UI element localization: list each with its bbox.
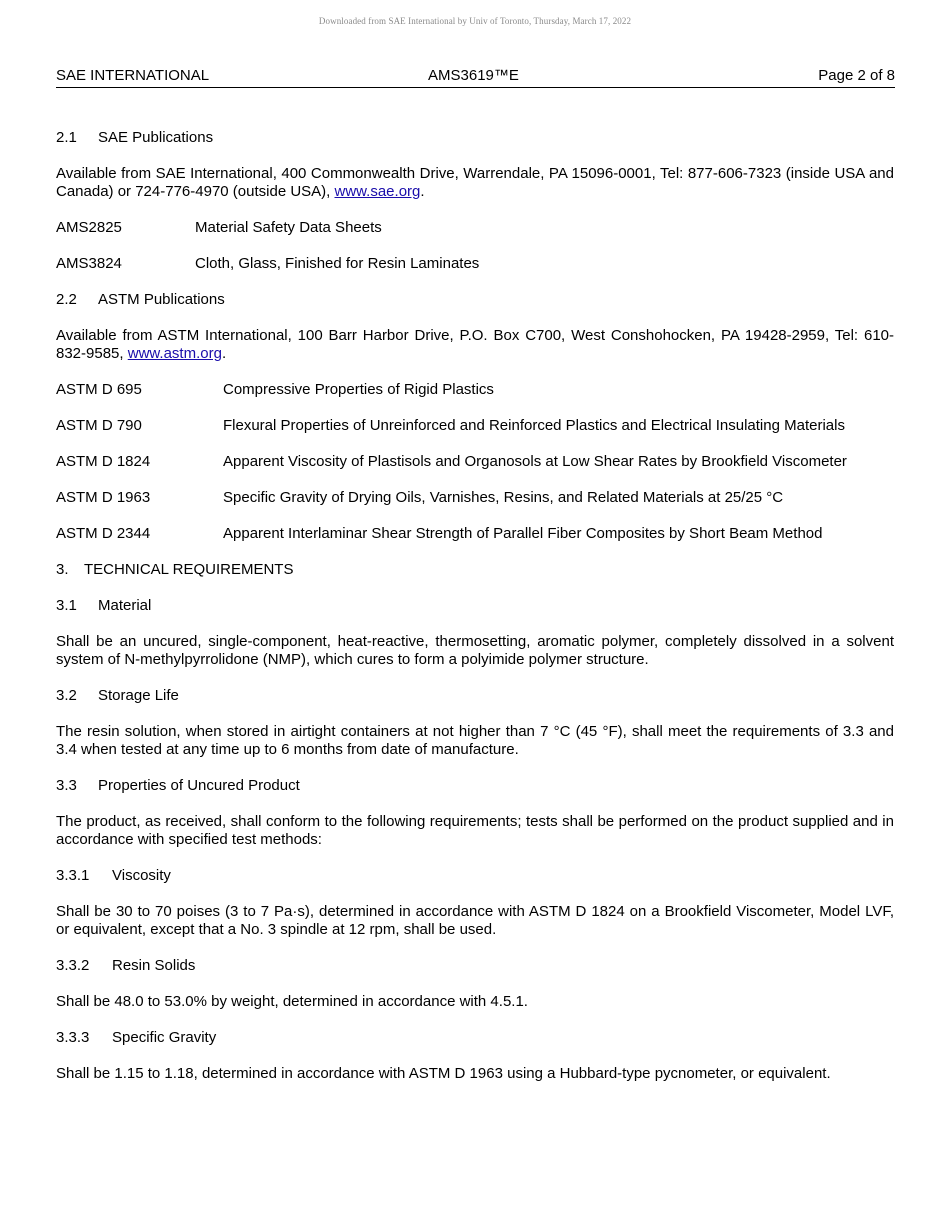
section-title: Viscosity [112,867,171,884]
section-3-3-1-heading [56,867,894,885]
section-3-1-heading [56,597,894,615]
section-number: 3.3.2 [56,957,90,974]
section-2-1-heading [56,129,894,147]
section-3-heading [56,561,894,579]
section-number: 2.1 [56,129,77,146]
reference-title: Material Safety Data Sheets [195,219,382,236]
section-title: Storage Life [98,687,179,704]
section-title: Properties of Uncured Product [98,777,300,794]
header-page-number: Page 2 of 8 [818,67,895,84]
viscosity-paragraph: Shall be 30 to 70 poises (3 to 7 Pa·s), determined in accordance with ASTM D 1824 on a Brookfield Viscometer, Model LVF, or equivalent, except that a No. 3 spindle at 12 rpm, shall be used. [56,903,894,938]
section-3-3-2-heading [56,957,894,975]
section-number: 3. [56,561,69,578]
section-title: ASTM Publications [98,291,225,308]
header-organization: SAE INTERNATIONAL [56,67,210,84]
reference-title: Apparent Interlaminar Shear Strength of Parallel Fiber Composites by Short Beam Method [223,525,823,542]
section-title: Specific Gravity [112,1029,217,1046]
section-3-3-3-heading [56,1029,894,1047]
uncured-properties-paragraph: The product, as received, shall conform to the following requirements; tests shall be performed on the product supplied and in accordance with specified test methods: [56,813,894,848]
sae-availability-paragraph [56,165,894,201]
reference-title: Apparent Viscosity of Plastisols and Organosols at Low Shear Rates by Brookfield Viscometer [223,453,847,470]
section-number: 3.1 [56,597,77,614]
reference-title: Compressive Properties of Rigid Plastics [223,381,494,398]
material-paragraph: Shall be an uncured, single-component, heat-reactive, thermosetting, aromatic polymer, completely dissolved in a solvent system of N-methylpyrrolidone (NMP), which cures to form a polyimide polymer structure. [56,633,894,668]
reference-row [56,417,894,435]
specific-gravity-paragraph: Shall be 1.15 to 1.18, determined in accordance with ASTM D 1963 using a Hubbard-type pycnometer, or equivalent. [56,1065,831,1082]
download-watermark: Downloaded from SAE International by Univ of Toronto, Thursday, March 17, 2022 [318,16,632,26]
reference-code: ASTM D 1824 [56,453,151,470]
reference-row [56,453,894,471]
section-title: Material [98,597,152,614]
reference-code: ASTM D 695 [56,381,142,398]
astm-availability-paragraph [56,327,894,363]
reference-title: Specific Gravity of Drying Oils, Varnishes, Resins, and Related Materials at 25/25 °C [223,489,784,506]
section-number: 3.2 [56,687,77,704]
section-2-2-heading [56,291,894,309]
sae-availability-text: Available from SAE International, 400 Commonwealth Drive, Warrendale, PA 15096-0001, Tel: 877-606-7323 (inside USA and Canada) or 724-776-4970 (outside USA), [56,165,894,200]
page-header [56,67,895,88]
section-title: TECHNICAL REQUIREMENTS [84,561,294,578]
sentence-end: . [420,183,425,200]
section-number: 3.3 [56,777,77,794]
resin-solids-paragraph: Shall be 48.0 to 53.0% by weight, determined in accordance with 4.5.1. [56,993,528,1010]
section-title: Resin Solids [112,957,196,974]
reference-row [56,525,894,543]
sentence-end: . [221,345,227,362]
section-number: 3.3.3 [56,1029,90,1046]
document-body [56,129,894,1101]
section-number: 2.2 [56,291,77,308]
sae-website-link[interactable]: www.sae.org [334,183,421,200]
reference-row [56,219,894,237]
reference-code: ASTM D 790 [56,417,142,434]
section-3-2-heading [56,687,894,705]
reference-row [56,489,894,507]
storage-life-paragraph: The resin solution, when stored in airtight containers at not higher than 7 °C (45 °F), shall meet the requirements of 3.3 and 3.4 when tested at any time up to 6 months from date of manufacture. [56,723,894,758]
astm-website-link[interactable]: www.astm.org [127,345,222,362]
section-3-3-heading [56,777,894,795]
reference-code: ASTM D 2344 [56,525,151,542]
reference-row [56,381,894,399]
reference-code: AMS2825 [56,219,122,236]
reference-title: Flexural Properties of Unreinforced and Reinforced Plastics and Electrical Insulating Materials [223,417,845,434]
reference-row [56,255,894,273]
section-number: 3.3.1 [56,867,90,884]
reference-title: Cloth, Glass, Finished for Resin Laminates [195,255,480,272]
reference-code: ASTM D 1963 [56,489,151,506]
astm-availability-text: Available from ASTM International, 100 Barr Harbor Drive, P.O. Box C700, West Conshohocken, PA 19428-2959, Tel: 610-832-9585, [56,327,894,362]
header-document-number: AMS3619™E [428,67,519,84]
reference-code: AMS3824 [56,255,122,272]
section-title: SAE Publications [98,129,214,146]
